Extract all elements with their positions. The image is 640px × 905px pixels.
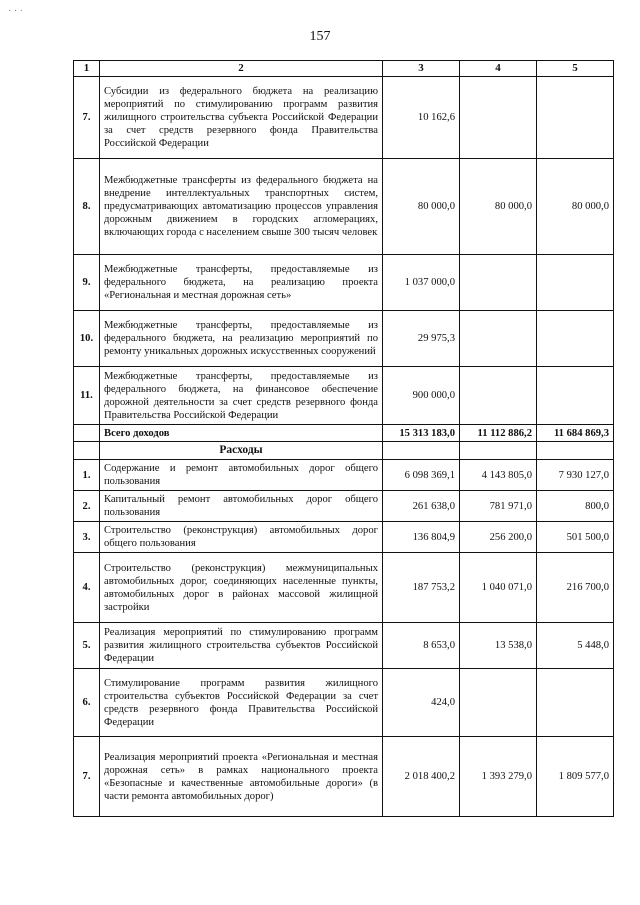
expenses-section-title: Расходы — [100, 442, 383, 460]
row-number: 8. — [74, 159, 100, 255]
value-col3: 2 018 400,2 — [383, 737, 460, 817]
row-number: 11. — [74, 367, 100, 425]
table-row — [74, 491, 614, 522]
value-col4: 80 000,0 — [460, 159, 537, 255]
row-number: 7. — [74, 77, 100, 159]
table-row — [74, 311, 614, 367]
table-row — [74, 367, 614, 425]
value-col5: 80 000,0 — [537, 159, 614, 255]
column-header: 4 — [460, 61, 537, 77]
row-number: 9. — [74, 255, 100, 311]
row-description: Стимулирование программ развития жилищного строительства субъектов Российской Федерации за счет средств резервного фонда Правительства Российской Федерации — [100, 669, 383, 737]
row-description: Содержание и ремонт автомобильных дорог общего пользования — [100, 460, 383, 491]
value-col3: 29 975,3 — [383, 311, 460, 367]
value-col5 — [537, 669, 614, 737]
row-description: Межбюджетные трансферты из федерального бюджета на внедрение интеллектуальных транспортных систем, предусматривающих автоматизацию процессов управления дорожным движением в городских агломерациях, включающих города с населением свыше 300 тысяч человек — [100, 159, 383, 255]
table-header-row — [74, 61, 614, 77]
column-header: 5 — [537, 61, 614, 77]
table-row — [74, 553, 614, 623]
row-description: Реализация мероприятий проекта «Региональная и местная дорожная сеть» в рамках национального проекта «Безопасные и качественные автомобильные дороги» (в части ремонта автомобильных дорог) — [100, 737, 383, 817]
value-col4: 256 200,0 — [460, 522, 537, 553]
scan-artifact: · · · — [8, 6, 23, 17]
column-header: 1 — [74, 61, 100, 77]
total-label: Всего доходов — [100, 425, 383, 442]
row-description: Межбюджетные трансферты, предоставляемые из федерального бюджета, на реализацию мероприятий по ремонту уникальных дорожных искусственных сооружений — [100, 311, 383, 367]
table-row — [74, 77, 614, 159]
total-row — [74, 425, 614, 442]
column-header: 2 — [100, 61, 383, 77]
value-col4: 781 971,0 — [460, 491, 537, 522]
row-number: 10. — [74, 311, 100, 367]
page-number: 157 — [309, 29, 331, 44]
total-col5: 11 684 869,3 — [537, 425, 614, 442]
budget-table — [73, 60, 614, 817]
value-col5 — [537, 367, 614, 425]
value-col4 — [460, 367, 537, 425]
value-col5: 501 500,0 — [537, 522, 614, 553]
row-description: Строительство (реконструкция) межмуниципальных автомобильных дорог, соединяющих населенные пункты, автомобильных дорог в районах массовой жилищной застройки — [100, 553, 383, 623]
section-spacer — [383, 442, 460, 460]
value-col5: 7 930 127,0 — [537, 460, 614, 491]
value-col5: 5 448,0 — [537, 623, 614, 669]
row-number: 4. — [74, 553, 100, 623]
value-col5 — [537, 255, 614, 311]
row-description: Межбюджетные трансферты, предоставляемые из федерального бюджета, на финансовое обеспечение дорожной деятельности за счет средств резервного фонда Правительства Российской Федерации — [100, 367, 383, 425]
table-row — [74, 460, 614, 491]
row-number: 5. — [74, 623, 100, 669]
table-row — [74, 255, 614, 311]
value-col4: 4 143 805,0 — [460, 460, 537, 491]
row-number: 7. — [74, 737, 100, 817]
total-col4: 11 112 886,2 — [460, 425, 537, 442]
section-spacer — [460, 442, 537, 460]
value-col4: 1 393 279,0 — [460, 737, 537, 817]
value-col4 — [460, 77, 537, 159]
value-col3: 900 000,0 — [383, 367, 460, 425]
value-col3: 136 804,9 — [383, 522, 460, 553]
row-description: Субсидии из федерального бюджета на реализацию мероприятий по стимулированию программ развития жилищного строительства субъекта Российской Федерации за счет средств резервного фонда Правительства Российской Федерации — [100, 77, 383, 159]
value-col3: 1 037 000,0 — [383, 255, 460, 311]
row-number: 2. — [74, 491, 100, 522]
table-row — [74, 623, 614, 669]
row-number: 3. — [74, 522, 100, 553]
value-col5 — [537, 311, 614, 367]
total-spacer — [74, 425, 100, 442]
value-col4 — [460, 669, 537, 737]
table-row — [74, 737, 614, 817]
value-col4 — [460, 311, 537, 367]
table-row — [74, 159, 614, 255]
value-col3: 6 098 369,1 — [383, 460, 460, 491]
row-description: Строительство (реконструкция) автомобильных дорог общего пользования — [100, 522, 383, 553]
value-col5 — [537, 77, 614, 159]
value-col3: 8 653,0 — [383, 623, 460, 669]
section-header-row — [74, 442, 614, 460]
value-col3: 187 753,2 — [383, 553, 460, 623]
value-col3: 80 000,0 — [383, 159, 460, 255]
table-row — [74, 522, 614, 553]
value-col3: 261 638,0 — [383, 491, 460, 522]
value-col4 — [460, 255, 537, 311]
row-number: 1. — [74, 460, 100, 491]
value-col5: 216 700,0 — [537, 553, 614, 623]
value-col4: 1 040 071,0 — [460, 553, 537, 623]
row-description: Капитальный ремонт автомобильных дорог общего пользования — [100, 491, 383, 522]
total-col3: 15 313 183,0 — [383, 425, 460, 442]
value-col3: 424,0 — [383, 669, 460, 737]
column-header: 3 — [383, 61, 460, 77]
value-col4: 13 538,0 — [460, 623, 537, 669]
row-number: 6. — [74, 669, 100, 737]
row-description: Реализация мероприятий по стимулированию программ развития жилищного строительства субъектов Российской Федерации — [100, 623, 383, 669]
table-row — [74, 669, 614, 737]
value-col5: 1 809 577,0 — [537, 737, 614, 817]
value-col5: 800,0 — [537, 491, 614, 522]
section-spacer — [74, 442, 100, 460]
section-spacer — [537, 442, 614, 460]
row-description: Межбюджетные трансферты, предоставляемые из федерального бюджета, на реализацию проекта «Региональная и местная дорожная сеть» — [100, 255, 383, 311]
value-col3: 10 162,6 — [383, 77, 460, 159]
